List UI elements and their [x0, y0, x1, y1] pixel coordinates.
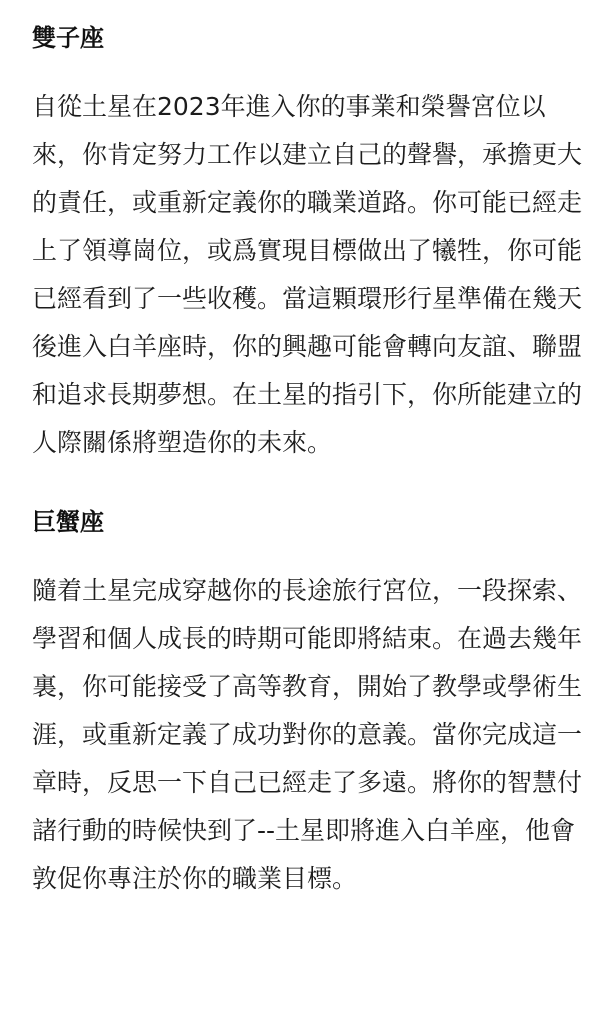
section-body-cancer: 隨着土星完成穿越你的長途旅行宮位，一段探索、學習和個人成長的時期可能即將結束。在過去幾年裏，你可能接受了高等教育，開始了教學或學術生涯，或重新定義了成功對你的意義。當你完成這一章時，反思一下自己已經走了多遠。將你的智慧付諸行動的時候快到了--土星即將進入白羊座，他會敦促你專注於你的職業目標。 — [32, 576, 583, 893]
section-heading-gemini: 雙子座 — [32, 24, 104, 52]
section-body-gemini: 自從土星在2023年進入你的事業和榮譽宮位以來，你肯定努力工作以建立自己的聲譽，承擔更大的責任，或重新定義你的職業道路。你可能已經走上了領導崗位，或爲實現目標做出了犧牲，你可能已經看到了一些收穫。當這顆環形行星準備在幾天後進入白羊座時，你的興趣可能會轉向友誼、聯盟和追求長期夢想。在土星的指引下，你所能建立的人際關係將塑造你的未來。 — [32, 92, 583, 457]
section-heading-cancer: 巨蟹座 — [32, 508, 104, 536]
